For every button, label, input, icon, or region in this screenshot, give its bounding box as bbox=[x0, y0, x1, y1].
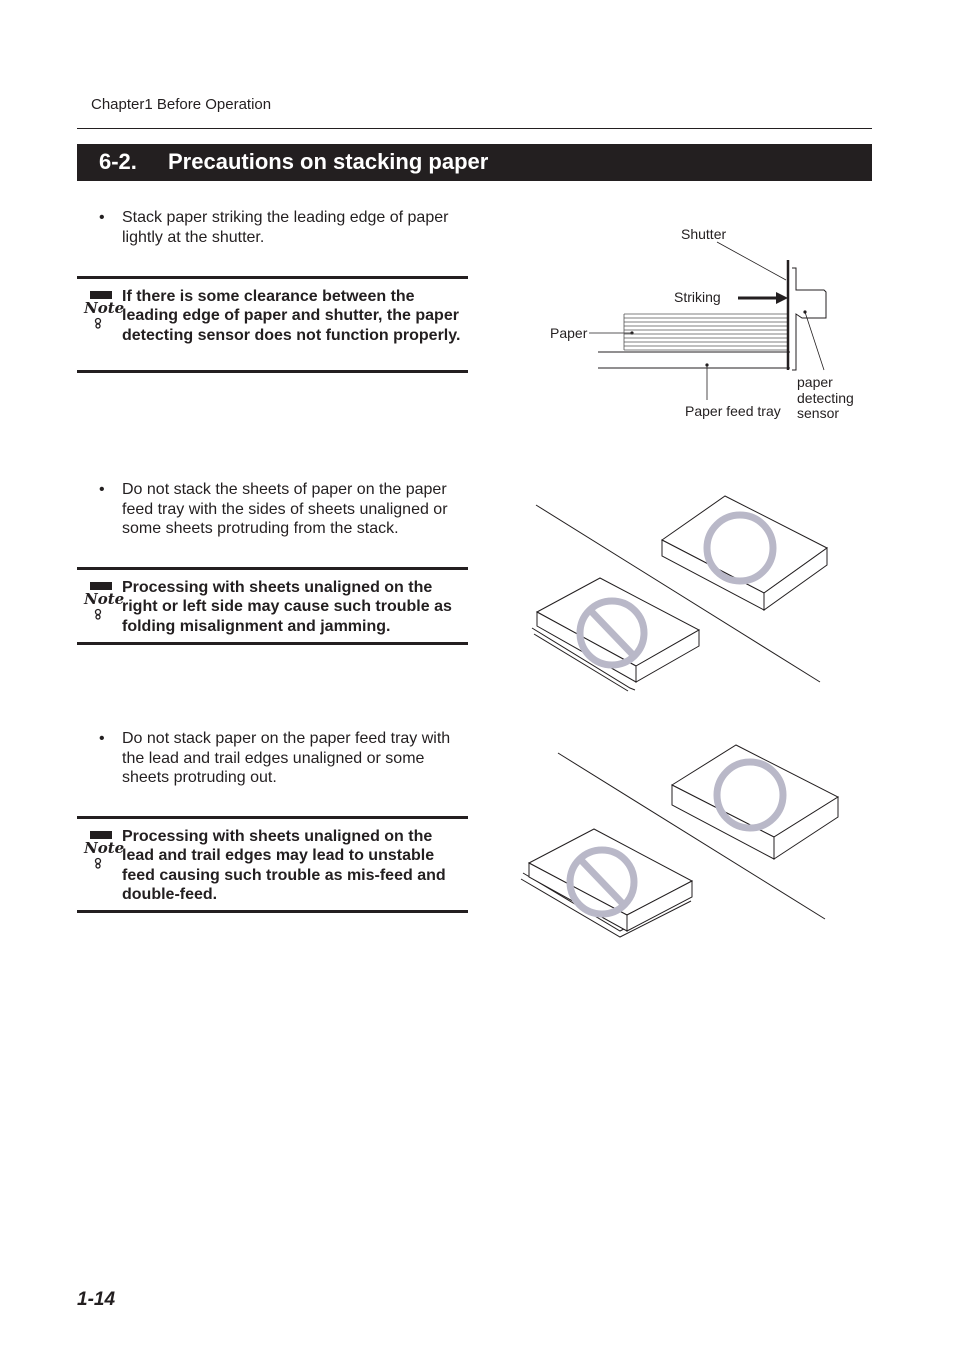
tray-label: Paper feed tray bbox=[685, 403, 781, 419]
note-icon bbox=[83, 829, 125, 869]
bullet-marker: • bbox=[99, 481, 105, 498]
svg-text:Note: Note bbox=[84, 590, 125, 608]
note-icon bbox=[83, 289, 125, 329]
shutter-diagram bbox=[540, 220, 880, 430]
note-icon bbox=[83, 580, 125, 620]
page-number: 1-14 bbox=[77, 1289, 116, 1310]
sensor-label-line1: paper bbox=[797, 374, 833, 390]
bullet-text: Do not stack paper on the paper feed tray with the lead and trail edges unaligned or some sheets protruding out. bbox=[122, 730, 451, 786]
header-rule bbox=[77, 128, 872, 129]
sensor-label-line2: detecting bbox=[797, 390, 854, 406]
bullet-item-2 bbox=[99, 480, 467, 539]
bullet-text: Do not stack the sheets of paper on the paper feed tray with the sides of sheets unaligned or some sheets protruding from the stack. bbox=[122, 481, 448, 537]
paper-label: Paper bbox=[550, 325, 588, 341]
svg-text:Note: Note bbox=[84, 839, 125, 857]
side-alignment-diagram bbox=[520, 490, 840, 700]
bullet-marker: • bbox=[99, 730, 105, 747]
bullet-item-1 bbox=[99, 208, 467, 247]
section-number: 6-2. bbox=[99, 149, 137, 174]
paper-stack bbox=[624, 314, 788, 350]
note-text: Processing with sheets unaligned on the right or left side may cause such trouble as folding misalignment and jamming. bbox=[122, 579, 452, 635]
note-box-3 bbox=[77, 816, 468, 913]
note-text: Processing with sheets unaligned on the lead and trail edges may lead to unstable feed causing such trouble as mis-feed and double-feed. bbox=[122, 828, 446, 903]
note-box-2 bbox=[77, 567, 468, 645]
sensor-bracket bbox=[792, 268, 826, 370]
striking-label: Striking bbox=[674, 289, 721, 305]
shutter-label: Shutter bbox=[681, 226, 727, 242]
note-box-1 bbox=[77, 276, 468, 373]
bullet-marker: • bbox=[99, 209, 105, 226]
edge-alignment-diagram bbox=[515, 745, 845, 955]
bullet-item-3 bbox=[99, 729, 467, 788]
sensor-label-line3: sensor bbox=[797, 405, 840, 421]
note-text: If there is some clearance between the leading edge of paper and shutter, the paper detecting sensor does not function properly. bbox=[122, 288, 461, 344]
section-title-bar bbox=[77, 144, 872, 181]
striking-arrow-icon bbox=[776, 292, 788, 304]
section-title: Precautions on stacking paper bbox=[168, 149, 489, 174]
chapter-header: Chapter1 Before Operation bbox=[91, 96, 272, 113]
svg-text:Note: Note bbox=[84, 299, 125, 317]
bullet-text: Stack paper striking the leading edge of paper lightly at the shutter. bbox=[122, 209, 449, 246]
